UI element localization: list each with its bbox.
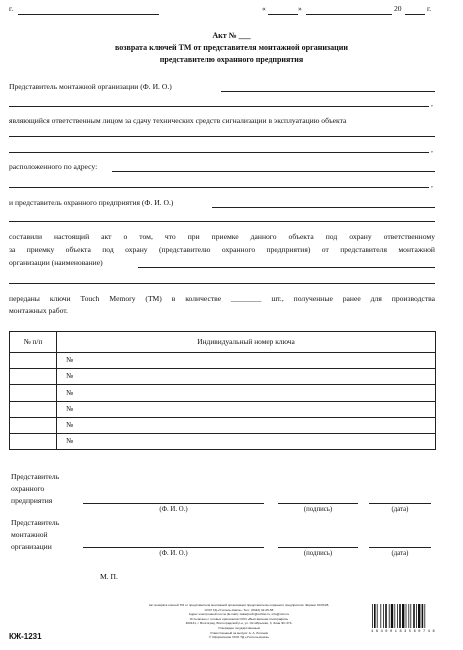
security-name-field[interactable] bbox=[83, 503, 264, 504]
installer-rep-field-2[interactable] bbox=[9, 106, 429, 107]
stamp-place: М. П. bbox=[100, 572, 118, 581]
col-header-key: Индивидуальный номер ключа bbox=[57, 332, 436, 353]
imprint-line: Утвержден государственным bbox=[218, 625, 260, 630]
act-title: Акт № ___ bbox=[212, 31, 251, 40]
barcode-bar bbox=[397, 604, 398, 628]
object-field-2[interactable] bbox=[9, 152, 429, 153]
imprint-line: © Оформление ООО ТД «Учитель-Книга» bbox=[208, 635, 270, 640]
barcode-icon bbox=[371, 604, 435, 628]
barcode-bar bbox=[380, 604, 381, 628]
barcode-bar bbox=[372, 604, 373, 628]
barcode-bar bbox=[389, 604, 390, 628]
responsible-text: являющийся ответственным лицом за сдачу технических средств сигнализации в эксплуатацию объекта bbox=[9, 116, 347, 125]
caption-name: (Ф. И. О.) bbox=[159, 550, 188, 557]
keys-line-2: монтажных работ. bbox=[9, 306, 68, 315]
form-code: КЖ-1231 bbox=[9, 632, 42, 641]
act-subtitle-1: возврата ключей ТМ от представителя монтажной организации bbox=[115, 43, 348, 52]
barcode-bar bbox=[377, 604, 378, 628]
barcode-bar bbox=[394, 604, 395, 628]
table-row bbox=[10, 401, 436, 417]
installer-sign-label-1: Представитель bbox=[11, 518, 60, 527]
installer-sign-label-2: монтажной bbox=[11, 530, 48, 539]
security-sign-label-3: предприятия bbox=[11, 496, 53, 505]
para-line-2: за приемку объекта под охрану (представителю охранного предприятия) от представителя монтажной bbox=[9, 245, 435, 254]
comma-3: , bbox=[431, 180, 433, 189]
installer-name-field[interactable] bbox=[83, 547, 264, 548]
barcode-bar bbox=[408, 604, 409, 628]
row-number-cell[interactable] bbox=[10, 353, 57, 369]
keys-line-1: переданы ключи Touch Memory (ТМ) в количестве ________ шт., полученные ранее для производства bbox=[9, 294, 435, 303]
col-header-number: № п/п bbox=[10, 332, 57, 353]
installer-rep-label: Представитель монтажной организации (Ф. И. О.) bbox=[9, 82, 172, 91]
imprint-line: Ответственный за выпуск: А. А. Логинов bbox=[210, 630, 268, 635]
act-subtitle-2: представителю охранного предприятия bbox=[159, 55, 304, 64]
table-row bbox=[10, 417, 436, 433]
address-label: расположенного по адресу: bbox=[9, 162, 98, 171]
organization-name-field[interactable] bbox=[138, 267, 435, 268]
caption-date: (дата) bbox=[391, 550, 409, 557]
para-line-3: организации (наименование) bbox=[9, 258, 103, 267]
security-signature-field[interactable] bbox=[278, 503, 358, 504]
city-field[interactable] bbox=[18, 14, 159, 15]
quote-open: « bbox=[262, 4, 266, 13]
barcode-bar bbox=[402, 604, 404, 628]
row-number-cell[interactable] bbox=[10, 417, 57, 433]
barcode-bar bbox=[418, 604, 420, 628]
table-row bbox=[10, 369, 436, 385]
caption-sign: (подпись) bbox=[303, 506, 333, 513]
barcode-bar bbox=[410, 604, 411, 628]
imprint-line: ООО ТД «Учитель-Книга». Тел.: (8442) 42-25-58 bbox=[204, 607, 274, 612]
key-number-cell[interactable]: № bbox=[57, 353, 436, 369]
caption-name: (Ф. И. О.) bbox=[159, 506, 188, 513]
barcode-bar bbox=[374, 604, 376, 628]
quote-close: » bbox=[298, 4, 302, 13]
barcode-bar bbox=[383, 604, 384, 628]
row-number-cell[interactable] bbox=[10, 401, 57, 417]
day-field[interactable] bbox=[268, 14, 298, 15]
key-number-cell[interactable]: № bbox=[57, 369, 436, 385]
barcode-bar bbox=[391, 604, 393, 628]
year-suffix: г. bbox=[427, 4, 432, 13]
imprint-line: 400131, г. Волгоград, Волгоградский р-н, ул. Октябрьская, 3, Зона ЭС 274. bbox=[185, 621, 293, 626]
year-prefix: 20 bbox=[394, 4, 402, 13]
key-number-cell[interactable]: № bbox=[57, 385, 436, 401]
security-sign-label-2: охранного bbox=[11, 484, 45, 493]
table-row bbox=[10, 385, 436, 401]
object-field[interactable] bbox=[9, 136, 435, 137]
para-line-1: составили настоящий акт о том, что при приемке данного объекта под охрану ответственному bbox=[9, 232, 435, 241]
imprint-line: Акт возврата ключей ТМ от представителя монтажной организации представителю охранного предприятия. Формат 60×84/8. bbox=[148, 603, 330, 607]
installer-signature-field[interactable] bbox=[278, 547, 358, 548]
address-field[interactable] bbox=[112, 171, 435, 172]
keys-table bbox=[9, 331, 436, 450]
table-header-row bbox=[10, 332, 436, 353]
row-number-cell[interactable] bbox=[10, 385, 57, 401]
comma-1: , bbox=[431, 99, 433, 108]
year-field[interactable] bbox=[405, 14, 425, 15]
organization-name-field-2[interactable] bbox=[9, 283, 435, 284]
row-number-cell[interactable] bbox=[10, 369, 57, 385]
city-prefix: г. bbox=[9, 4, 14, 13]
month-field[interactable] bbox=[306, 14, 392, 15]
installer-sign-label-3: организации bbox=[11, 542, 52, 551]
imprint-line: Адрес электронной почты (E-mail): zakazpoch@uchitel.ru, info@mkn.ru bbox=[188, 612, 290, 617]
address-field-2[interactable] bbox=[9, 187, 429, 188]
imprint-line: Отпечатано с готовых оригиналов ООО «Выставочная полиграфия» bbox=[189, 616, 289, 621]
barcode bbox=[371, 604, 435, 634]
barcode-bar bbox=[406, 604, 407, 628]
security-rep-field-2[interactable] bbox=[9, 221, 435, 222]
barcode-bar bbox=[416, 604, 417, 628]
caption-sign: (подпись) bbox=[303, 550, 333, 557]
comma-2: , bbox=[431, 145, 433, 154]
imprint-block bbox=[74, 603, 404, 640]
key-number-cell[interactable]: № bbox=[57, 433, 436, 449]
barcode-bar bbox=[385, 604, 387, 628]
row-number-cell[interactable] bbox=[10, 433, 57, 449]
installer-rep-field[interactable] bbox=[221, 91, 435, 92]
table-row bbox=[10, 353, 436, 369]
key-number-cell[interactable]: № bbox=[57, 401, 436, 417]
barcode-bar bbox=[413, 604, 415, 628]
barcode-bar bbox=[399, 604, 401, 628]
barcode-bar bbox=[424, 604, 425, 628]
barcode-bar bbox=[422, 604, 424, 628]
security-sign-label-1: Представитель bbox=[11, 472, 60, 481]
installer-date-field[interactable] bbox=[369, 547, 431, 548]
barcode-digits: 4 6 4 0 0 1 8 3 5 6 0 7 4 8 bbox=[371, 630, 435, 635]
security-rep-field[interactable] bbox=[212, 207, 435, 208]
key-number-cell[interactable]: № bbox=[57, 417, 436, 433]
security-date-field[interactable] bbox=[369, 503, 431, 504]
table-row bbox=[10, 433, 436, 449]
caption-date: (дата) bbox=[391, 506, 409, 513]
security-rep-label: и представитель охранного предприятия (Ф. И. О.) bbox=[9, 198, 174, 207]
